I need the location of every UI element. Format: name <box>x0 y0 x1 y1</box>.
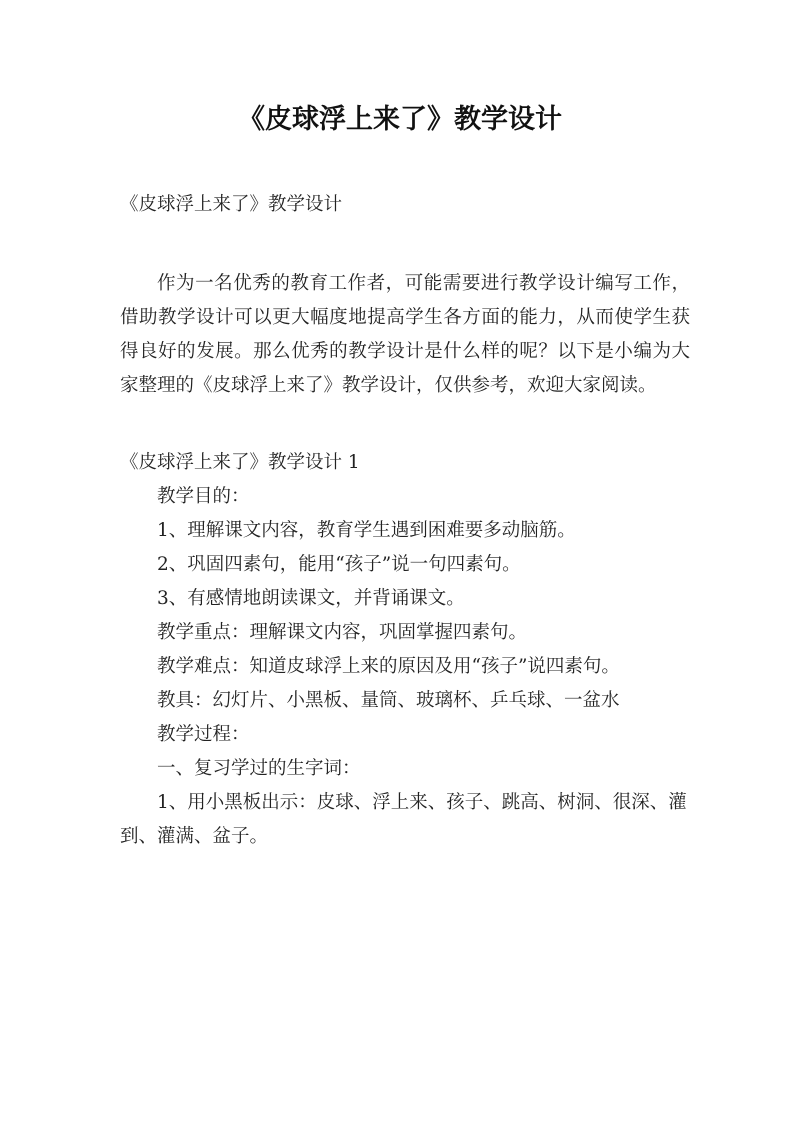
section-heading: 《皮球浮上来了》教学设计 1 <box>120 452 360 473</box>
paragraph: 3、有感情地朗读课文，并背诵课文。 <box>157 588 465 609</box>
document-subtitle: 《皮球浮上来了》教学设计 <box>120 194 343 215</box>
paragraph: 2、巩固四素句，能用“孩子”说一句四素句。 <box>157 554 521 575</box>
paragraph: 1、理解课文内容，教育学生遇到困难要多动脑筋。 <box>157 520 576 541</box>
document-body <box>120 188 690 854</box>
paragraph: 1、用小黑板出示：皮球、浮上来、孩子、跳高、树洞、很深、灌到、灌满、盆子。 <box>120 792 687 847</box>
spacer <box>120 222 690 267</box>
spacer <box>120 403 690 446</box>
paragraph: 教学难点：知道皮球浮上来的原因及用“孩子”说四素句。 <box>157 656 620 677</box>
paragraph: 教学过程： <box>157 724 250 745</box>
paragraph: 教学目的： <box>157 486 250 507</box>
paragraph: 一、复习学过的生字词： <box>157 758 361 779</box>
paragraph: 教具：幻灯片、小黑板、量筒、玻璃杯、乒乓球、一盆水 <box>157 690 620 711</box>
intro-paragraph: 作为一名优秀的教育工作者，可能需要进行教学设计编写工作，借助教学设计可以更大幅度地提高学生各方面的能力，从而使学生获得良好的发展。那么优秀的教学设计是什么样的呢？以下是小编为大家整理的《皮球浮上来了》教学设计，仅供参考，欢迎大家阅读。 <box>120 273 690 396</box>
paragraph: 教学重点：理解课文内容，巩固掌握四素句。 <box>157 622 528 643</box>
document-title: 《皮球浮上来了》教学设计 <box>238 104 562 135</box>
